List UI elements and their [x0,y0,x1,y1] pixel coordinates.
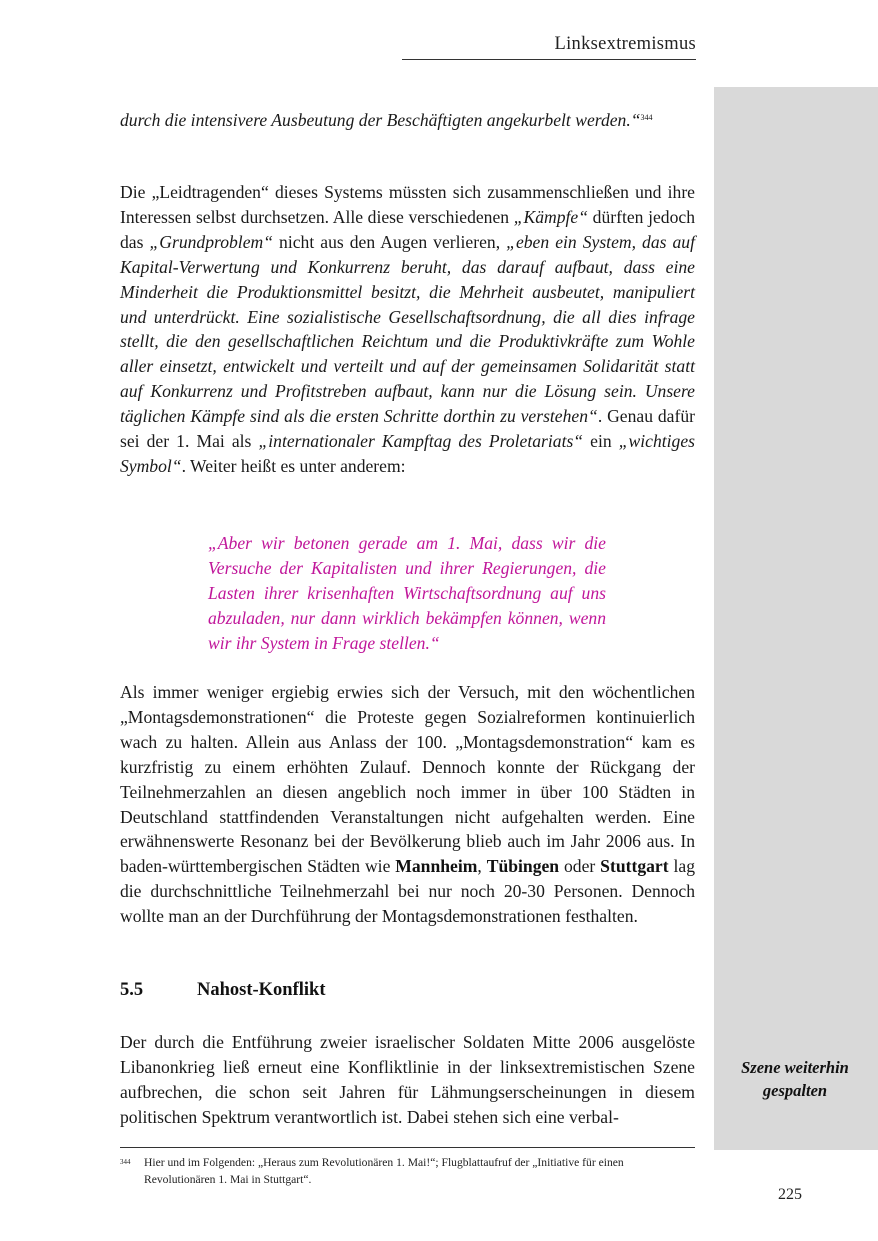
p2-text-g: . Genau dafür sei der 1. Mai als [120,406,696,452]
p2-text-i: ein [583,431,619,452]
p2-text-e: nicht aus den Augen verlieren, [273,231,507,252]
paragraph-2 [120,180,695,479]
margin-note: Szene weiterhin gespalten [741,1058,849,1100]
margin-sidebar [714,87,878,1150]
p2-text-a: Die „Leidtragenden“ dieses Systems müssten sich zusammenschließen und ihre Interessen selbst durchsetzen. Alle diese verschiedenen [120,182,695,227]
p2-text-k: . Weiter heißt es unter anderem: [181,455,406,476]
section-title: Nahost-Konflikt [197,980,326,1000]
paragraph-4: Der durch die Entführung zweier israelischer Soldaten Mitte 2006 ausgelöste Libanonkrieg ließ erneut eine Konfliktlinie in der linksextremistischen Szene aufbrechen, die schon seit Jahren für Lähmungserscheinungen in diesem politischen Spektrum verantwortlich ist. Dabei stehen sich eine verbal- [120,1032,695,1127]
p2-quote-kampftag: „internationaler Kampftag des Proletariats“ [258,431,584,452]
p2-quote-symbol: „wichtiges Symbol“ [120,431,695,476]
city-mannheim: Mannheim [395,856,478,877]
p2-quote-grundproblem: „Grundproblem“ [149,231,273,252]
city-stuttgart: Stuttgart [600,856,669,877]
p2-text-c: dürften jedoch das [120,206,696,252]
footnote-text: Hier und im Folgenden: „Heraus zum Revolutionären 1. Mai!“; Flugblattaufruf der „Initiative für einen Revolutionären 1. Mai in Stuttgart“. [144,1156,624,1186]
p3-text-a: Als immer weniger ergiebig erwies sich der Versuch, mit den wöchentlichen „Montagsdemonstrationen“ die Proteste gegen Sozialreformen kontinuierlich wach zu halten. Allein aus Anlass der 100. „Montagsdemonstration“ kam es kurzfristig zu einem erhöhten Zulauf. Dennoch konnte der Rückgang der Teilnehmerzahlen an diesen angeblich noch immer in über 100 Städten in Deutschland stattfindenden Veranstaltungen nicht aufgehalten werden. Eine erwähnenswerte Resonanz bei der Bevölkerung blieb auch im Jahr 2006 aus. In baden-württembergischen Städten wie [120,682,695,877]
running-header-title: Linksextremismus [554,34,696,54]
footnote-number: 344 [120,1158,131,1166]
p2-quote-kaempfe: „Kämpfe“ [513,206,589,227]
city-tuebingen: Tübingen [486,856,560,877]
footnote-rule [120,1147,695,1148]
header-rule [402,59,696,60]
block-quote: „Aber wir betonen gerade am 1. Mai, dass wir die Versuche der Kapitalisten und ihrer Regierungen, die Lasten ihrer krisenhaften Wirtschaftsordnung auf uns abzuladen, nur dann wirklich bekämpfen können, wenn wir ihr System in Frage stellen.“ [208,533,606,653]
p3-text-c: oder [559,856,601,877]
p3-text-b: , [477,856,487,877]
section-number: 5.5 [120,980,144,1000]
footnote-ref: 344 [640,113,653,122]
page-number: 225 [778,1186,802,1203]
quote-continuation: durch die intensivere Ausbeutung der Beschäftigten angekurbelt werden.“ [120,110,641,130]
paragraph-3 [120,680,695,929]
paragraph-1 [120,106,695,133]
running-header [402,34,696,60]
p3-text-d: lag die durchschnittliche Teilnehmerzahl bei nur noch 20-30 Personen. Dennoch wollte man an der Durchführung der Montagsdemonstrationen festhalten. [120,856,695,927]
p2-quote-system: „eben ein System, das auf Kapital-Verwertung und Konkurrenz beruht, das darauf aufbaut, dass eine Minderheit die Produktionsmittel besitzt, die Mehrheit ausbeutet, manipuliert und unterdrückt. Eine sozialistische Gesellschaftsordnung, die all dies infrage stellt, die den gesellschaftlichen Reichtum und die Produktivkräfte zum Wohle aller einsetzt, entwickelt und verteilt und auf der gemeinsamen Solidarität statt auf Konkurrenz und Profitstreben aufbaut, kann nur die Lösung sein. Unsere täglichen Kämpfe sind als die ersten Schritte dorthin zu verstehen“ [120,231,695,427]
